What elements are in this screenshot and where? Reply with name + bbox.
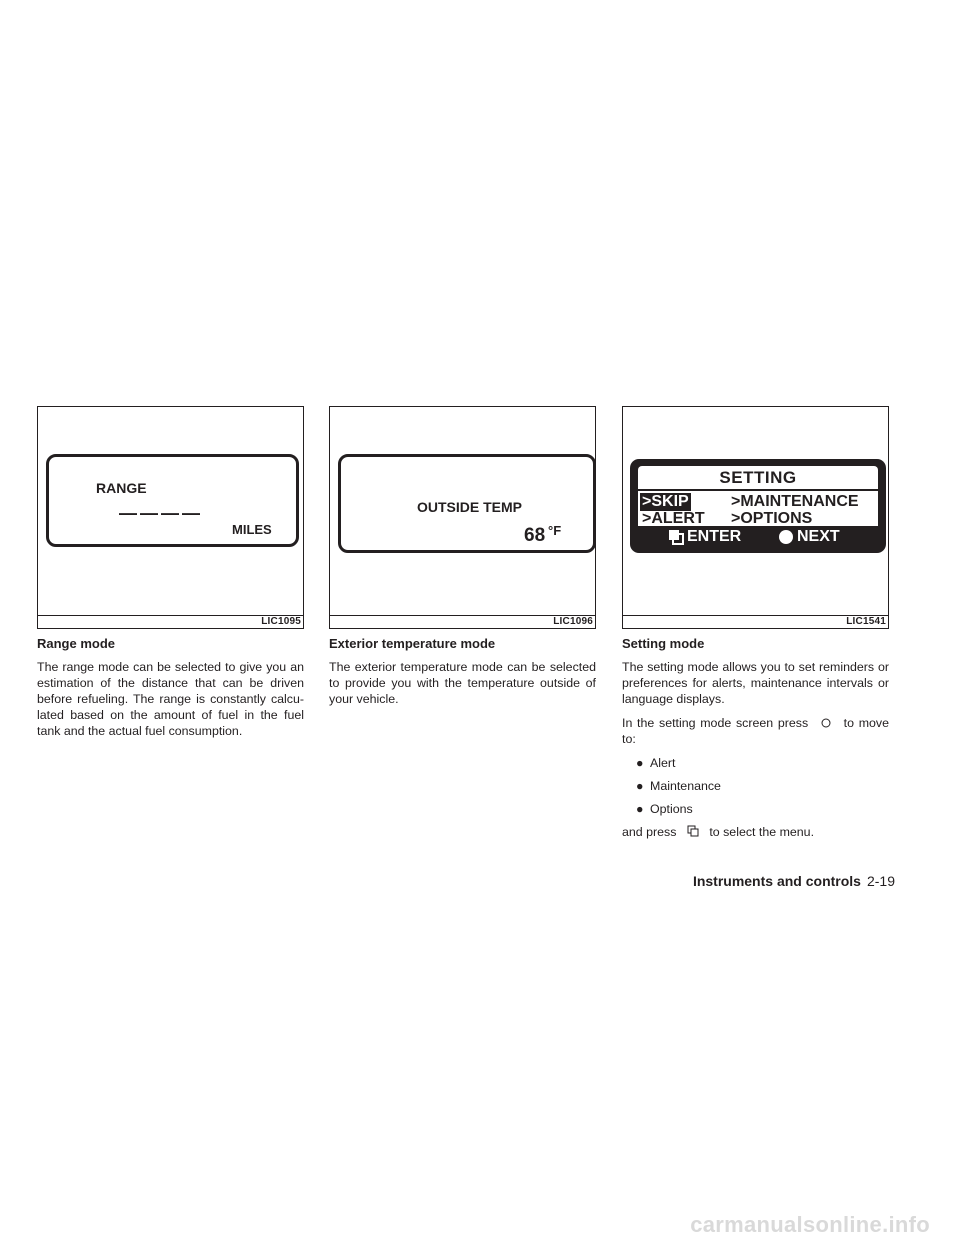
lcd-unit: MILES bbox=[232, 522, 272, 537]
select-after: to select the menu. bbox=[709, 825, 815, 839]
circle-icon bbox=[778, 529, 794, 545]
figure-code: LIC1096 bbox=[553, 616, 593, 627]
lcd-temp-value: 68 bbox=[524, 525, 546, 546]
section-heading: Range mode bbox=[37, 636, 116, 651]
lcd-screen bbox=[338, 454, 596, 553]
paragraph: The range mode can be selected to give you an estimation of the distance that can be driven before refueling. The range is constantly calcu-lated based on the amount of fuel in the fuel tank and the actual fuel consumption. bbox=[37, 660, 304, 738]
lcd-divider bbox=[638, 489, 878, 491]
circle-icon bbox=[813, 716, 839, 728]
next-label: NEXT bbox=[797, 528, 840, 545]
menu-item-options: >OPTIONS bbox=[731, 510, 813, 527]
paragraph: The setting mode allows you to set reminders or preferences for alerts, maintenance intervals or language displays. bbox=[622, 660, 889, 706]
lcd-setting-title: SETTING bbox=[719, 468, 797, 487]
paragraph: The exterior temperature mode can be selected to provide you with the temperature outside of your vehicle. bbox=[329, 660, 596, 706]
footer-section: Instruments and controls bbox=[692, 873, 861, 889]
menu-item-skip: >SKIP bbox=[642, 493, 689, 510]
figure-code: LIC1095 bbox=[261, 616, 301, 627]
figure-code: LIC1541 bbox=[846, 616, 886, 627]
enter-hint bbox=[668, 528, 741, 546]
lcd-dashes: — — — — bbox=[119, 503, 200, 523]
lcd-setting-screen bbox=[630, 459, 886, 553]
select-before: and press bbox=[622, 825, 677, 839]
lcd-title: RANGE bbox=[96, 480, 147, 496]
page-number: 2-19 bbox=[866, 873, 895, 889]
section-heading: Exterior temperature mode bbox=[329, 636, 496, 651]
watermark: carmanualsonline.info bbox=[690, 1212, 930, 1237]
next-hint bbox=[778, 528, 840, 546]
press-after: to move to: bbox=[622, 716, 889, 746]
press-instruction bbox=[622, 715, 889, 747]
select-instruction bbox=[622, 824, 889, 840]
figure-range bbox=[37, 406, 304, 629]
column-exterior-temp-mode bbox=[329, 406, 596, 715]
menu-item-maintenance: >MAINTENANCE bbox=[731, 493, 859, 510]
list-item: ● Alert bbox=[636, 756, 676, 770]
lcd-title: OUTSIDE TEMP bbox=[417, 499, 523, 515]
figure-outside-temp bbox=[329, 406, 596, 629]
lcd-setting-panel bbox=[638, 466, 878, 526]
enter-icon bbox=[668, 529, 684, 545]
section-heading: Setting mode bbox=[622, 636, 705, 651]
list-item: ● Maintenance bbox=[636, 779, 721, 793]
figure-setting bbox=[622, 406, 889, 629]
menu-item-alert: >ALERT bbox=[642, 510, 705, 527]
lcd-screen bbox=[46, 454, 299, 547]
column-range-mode bbox=[37, 406, 304, 747]
enter-label: ENTER bbox=[687, 528, 742, 545]
column-setting-mode bbox=[622, 406, 889, 848]
press-before: In the setting mode screen press bbox=[622, 716, 809, 730]
enter-icon bbox=[680, 825, 706, 837]
page-footer bbox=[693, 873, 895, 889]
list-item: ● Options bbox=[636, 802, 693, 816]
lcd-temp-unit: °F bbox=[548, 523, 562, 538]
